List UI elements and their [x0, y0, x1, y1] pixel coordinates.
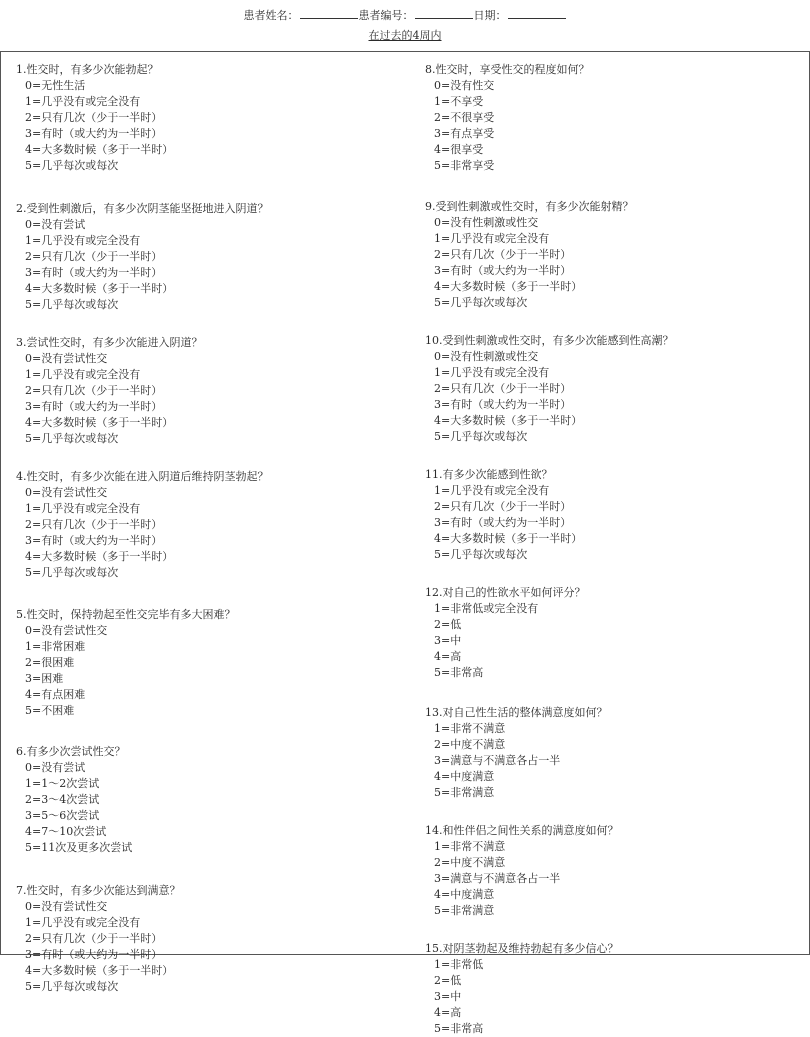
answer-option: 3=5～6次尝试: [25, 809, 100, 822]
answer-option: 2=只有几次（少于一半时）: [434, 382, 572, 395]
answer-option: 1=非常低: [434, 958, 484, 971]
answer-option: 3=有时（或大约为一半时）: [25, 948, 163, 961]
answer-option: 4=高: [434, 650, 462, 663]
patient-id-label: 患者编号：: [358, 9, 414, 22]
answer-option: 4=中度满意: [434, 770, 495, 783]
answer-option: 2=只有几次（少于一半时）: [434, 500, 572, 513]
left-column: [16, 62, 396, 995]
right-column: [425, 62, 805, 1037]
answer-option: 3=有时（或大约为一半时）: [434, 264, 572, 277]
answer-option: 3=有时（或大约为一半时）: [434, 516, 572, 529]
answer-option: 5=几乎每次或每次: [25, 298, 119, 311]
question-title: 6.有多少次尝试性交？: [16, 745, 126, 758]
answer-option: 0=没有性刺激或性交: [434, 216, 539, 229]
answer-option: 0=没有尝试性交: [25, 352, 108, 365]
answer-option: 1=非常不满意: [434, 840, 506, 853]
answer-option: 2=中度不满意: [434, 856, 506, 869]
answer-option: 2=不很享受: [434, 111, 495, 124]
answer-option: 2=只有几次（少于一半时）: [434, 248, 572, 261]
answer-option: 0=没有尝试性交: [25, 624, 108, 637]
period-note-text: 在过去的4周内: [368, 29, 442, 42]
patient-name-field[interactable]: [300, 6, 358, 19]
answer-option: 4=大多数时候（多于一半时）: [25, 964, 174, 977]
question-10: [425, 333, 805, 445]
answer-option: 1=不享受: [434, 95, 484, 108]
question-7: [16, 883, 396, 995]
question-15: [425, 941, 805, 1037]
question-5: [16, 607, 396, 719]
answer-option: 3=满意与不满意各占一半: [434, 754, 561, 767]
answer-option: 4=大多数时候（多于一半时）: [25, 282, 174, 295]
answer-option: 2=只有几次（少于一半时）: [25, 111, 163, 124]
answer-option: 3=中: [434, 634, 462, 647]
patient-name-label: 患者姓名：: [243, 9, 299, 22]
question-title: 15.对阴茎勃起及维持勃起有多少信心？: [425, 942, 619, 955]
question-1: [16, 62, 396, 174]
date-label: 日期：: [473, 9, 507, 22]
answer-option: 2=低: [434, 618, 462, 631]
question-title: 11.有多少次能感到性欲？: [425, 468, 553, 481]
answer-option: 4=大多数时候（多于一半时）: [434, 532, 583, 545]
answer-option: 5=几乎每次或每次: [25, 566, 119, 579]
question-title: 7.性交时，有多少次能达到满意？: [16, 884, 181, 897]
answer-option: 4=大多数时候（多于一半时）: [434, 414, 583, 427]
question-3: [16, 335, 396, 447]
answer-option: 5=几乎每次或每次: [434, 548, 528, 561]
answer-option: 0=没有尝试性交: [25, 486, 108, 499]
question-4: [16, 469, 396, 581]
answer-option: 5=11次及更多次尝试: [25, 841, 133, 854]
answer-option: 5=几乎每次或每次: [434, 430, 528, 443]
answer-option: 1=几乎没有或完全没有: [434, 232, 550, 245]
answer-option: 3=有时（或大约为一半时）: [25, 127, 163, 140]
question-title: 14.和性伴侣之间性关系的满意度如何？: [425, 824, 619, 837]
answer-option: 5=几乎每次或每次: [25, 432, 119, 445]
answer-option: 0=无性生活: [25, 79, 86, 92]
question-6: [16, 744, 396, 856]
answer-option: 3=有时（或大约为一半时）: [25, 400, 163, 413]
answer-option: 3=有点享受: [434, 127, 495, 140]
answer-option: 2=只有几次（少于一半时）: [25, 384, 163, 397]
question-title: 4.性交时，有多少次能在进入阴道后维持阴茎勃起？: [16, 470, 269, 483]
answer-option: 1=非常困难: [25, 640, 86, 653]
question-title: 13.对自己性生活的整体满意度如何？: [425, 706, 608, 719]
question-title: 8.性交时，享受性交的程度如何？: [425, 63, 590, 76]
question-13: [425, 705, 805, 801]
answer-option: 2=只有几次（少于一半时）: [25, 250, 163, 263]
answer-option: 4=大多数时候（多于一半时）: [25, 550, 174, 563]
answer-option: 5=非常高: [434, 1022, 484, 1035]
answer-option: 2=只有几次（少于一半时）: [25, 518, 163, 531]
answer-option: 1=几乎没有或完全没有: [25, 234, 141, 247]
answer-option: 5=非常高: [434, 666, 484, 679]
answer-option: 3=中: [434, 990, 462, 1003]
answer-option: 5=几乎每次或每次: [434, 296, 528, 309]
answer-option: 2=中度不满意: [434, 738, 506, 751]
answer-option: 0=没有尝试: [25, 218, 86, 231]
answer-option: 4=大多数时候（多于一半时）: [25, 416, 174, 429]
answer-option: 2=低: [434, 974, 462, 987]
question-title: 9.受到性刺激或性交时，有多少次能射精？: [425, 200, 634, 213]
answer-option: 1=几乎没有或完全没有: [25, 368, 141, 381]
answer-option: 4=7～10次尝试: [25, 825, 107, 838]
answer-option: 4=中度满意: [434, 888, 495, 901]
answer-option: 1=几乎没有或完全没有: [25, 95, 141, 108]
question-title: 12.对自己的性欲水平如何评分？: [425, 586, 586, 599]
answer-option: 5=非常满意: [434, 904, 495, 917]
question-title: 10.受到性刺激或性交时，有多少次能感到性高潮？: [425, 334, 674, 347]
date-field[interactable]: [508, 6, 566, 19]
answer-option: 1=几乎没有或完全没有: [25, 916, 141, 929]
answer-option: 3=有时（或大约为一半时）: [434, 398, 572, 411]
form-header: [0, 6, 810, 22]
answer-option: 3=有时（或大约为一半时）: [25, 534, 163, 547]
answer-option: 0=没有尝试: [25, 761, 86, 774]
answer-option: 1=1～2次尝试: [25, 777, 100, 790]
answer-option: 5=非常满意: [434, 786, 495, 799]
answer-option: 1=几乎没有或完全没有: [25, 502, 141, 515]
answer-option: 5=非常享受: [434, 159, 495, 172]
period-note: [0, 28, 810, 43]
answer-option: 2=只有几次（少于一半时）: [25, 932, 163, 945]
answer-option: 4=大多数时候（多于一半时）: [25, 143, 174, 156]
question-title: 5.性交时，保持勃起至性交完毕有多大困难？: [16, 608, 236, 621]
answer-option: 0=没有性刺激或性交: [434, 350, 539, 363]
question-14: [425, 823, 805, 919]
answer-option: 5=几乎每次或每次: [25, 980, 119, 993]
question-8: [425, 62, 805, 174]
answer-option: 3=满意与不满意各占一半: [434, 872, 561, 885]
answer-option: 4=很享受: [434, 143, 484, 156]
answer-option: 0=没有尝试性交: [25, 900, 108, 913]
question-12: [425, 585, 805, 681]
answer-option: 1=几乎没有或完全没有: [434, 366, 550, 379]
answer-option: 4=有点困难: [25, 688, 86, 701]
answer-option: 4=高: [434, 1006, 462, 1019]
answer-option: 5=不困难: [25, 704, 75, 717]
answer-option: 4=大多数时候（多于一半时）: [434, 280, 583, 293]
answer-option: 2=3～4次尝试: [25, 793, 100, 806]
answer-option: 2=很困难: [25, 656, 75, 669]
answer-option: 1=非常低或完全没有: [434, 602, 539, 615]
question-11: [425, 467, 805, 563]
answer-option: 0=没有性交: [434, 79, 495, 92]
answer-option: 1=几乎没有或完全没有: [434, 484, 550, 497]
question-title: 3.尝试性交时，有多少次能进入阴道？: [16, 336, 203, 349]
question-2: [16, 201, 396, 313]
answer-option: 1=非常不满意: [434, 722, 506, 735]
answer-option: 3=困难: [25, 672, 64, 685]
question-9: [425, 199, 805, 311]
question-title: 2.受到性刺激后，有多少次阴茎能坚挺地进入阴道？: [16, 202, 269, 215]
patient-id-field[interactable]: [415, 6, 473, 19]
answer-option: 3=有时（或大约为一半时）: [25, 266, 163, 279]
question-title: 1.性交时，有多少次能勃起？: [16, 63, 159, 76]
answer-option: 5=几乎每次或每次: [25, 159, 119, 172]
